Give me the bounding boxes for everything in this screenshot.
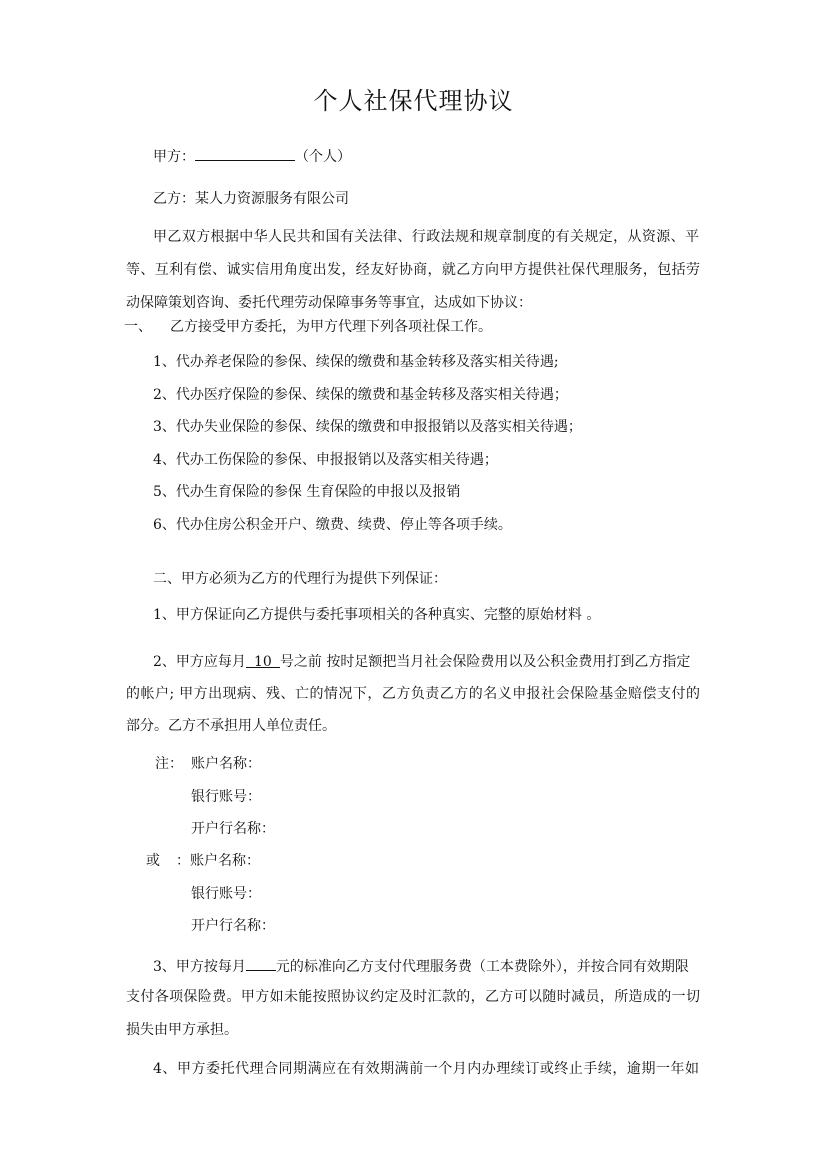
alt-bank-account-label: 银行账号： (191, 886, 261, 902)
section1-heading-num: 一、 (124, 319, 152, 335)
document-title: 个人社保代理协议 (313, 87, 514, 115)
section1-item: 1、代办养老保险的参保、续保的缴费和基金转移及落实相关待遇; (153, 354, 559, 370)
party-a-line (153, 146, 351, 166)
bank-account-label: 银行账号： (191, 789, 261, 805)
account-name-label: 账户名称： (191, 756, 261, 772)
section2-item-1: 1、甲方保证向乙方提供与委托事项相关的各种真实、完整的原始材料 。 (153, 607, 601, 623)
section1-item: 4、代办工伤保险的参保、申报报销以及落实相关待遇； (153, 452, 498, 468)
payment-day-blank: 10 (246, 653, 280, 668)
section2-item-3-line-1: 3、甲方按每月 元的标准向乙方支付代理服务费（工本费除外），并按合同有效期限 (153, 956, 689, 976)
section1-heading (124, 318, 492, 336)
section2-item-2-line-1: 2、甲方应每月 10 号之前 按时足额把当月社会保险费用以及公积金费用打到乙方指定 (153, 654, 691, 670)
section2-item-2-line-3: 部分。乙方不承担用人单位责任。 (126, 718, 336, 734)
party-a-suffix: （个人） (295, 149, 351, 165)
alt-bank-name-label: 开户行名称： (191, 918, 275, 934)
section1-item: 5、代办生育保险的参保 生育保险的申报以及报销 (153, 484, 461, 500)
section2-heading: 二、甲方必须为乙方的代理行为提供下列保证： (153, 571, 447, 587)
section1-heading-text: 乙方接受甲方委托，为甲方代理下列各项社保工作。 (170, 319, 492, 335)
section1-item: 3、代办失业保险的参保、续保的缴费和申报报销以及落实相关待遇； (153, 419, 582, 435)
bank-name-label: 开户行名称： (191, 821, 275, 837)
intro-line-1: 甲乙双方根据中华人民共和国有关法律、行政法规和规章制度的有关规定，从资源、平 (153, 229, 699, 245)
intro-line-2: 等、互利有偿、诚实信用角度出发，经友好协商，就乙方向甲方提供社保代理服务，包括劳 (126, 262, 700, 278)
section2-item-4: 4、甲方委托代理合同期满应在有效期满前一个月内办理续订或终止手续，逾期一年如 (153, 1061, 699, 1077)
party-a-label: 甲方： (153, 149, 195, 165)
section2-item-2-line-2: 的帐户; 甲方出现病、残、亡的情况下，乙方负责乙方的名义申报社会保险基金赔偿支付的 (126, 686, 700, 702)
intro-line-3: 动保障策划咨询、委托代理劳动保障事务等事宜，达成如下协议： (126, 295, 532, 311)
service-fee-blank (246, 956, 276, 971)
section1-item: 6、代办住房公积金开户、缴费、续费、停止等各项手续。 (153, 517, 512, 533)
section2-item-3-line-2: 支付各项保险费。甲方如未能按照协议约定及时汇款的，乙方可以随时减员，所造成的一切 (126, 989, 700, 1005)
party-a-blank (195, 146, 295, 161)
section2-item-3-line-3: 损失由甲方承担。 (126, 1022, 238, 1038)
note-label: 注： (155, 756, 183, 772)
party-b-line: 乙方：某人力资源服务有限公司 (153, 191, 349, 207)
section1-item: 2、代办医疗保险的参保、续保的缴费和基金转移及落实相关待遇； (153, 387, 568, 403)
or-label: 或 (146, 853, 160, 869)
alt-account-name-label: ：账户名称： (176, 853, 260, 869)
